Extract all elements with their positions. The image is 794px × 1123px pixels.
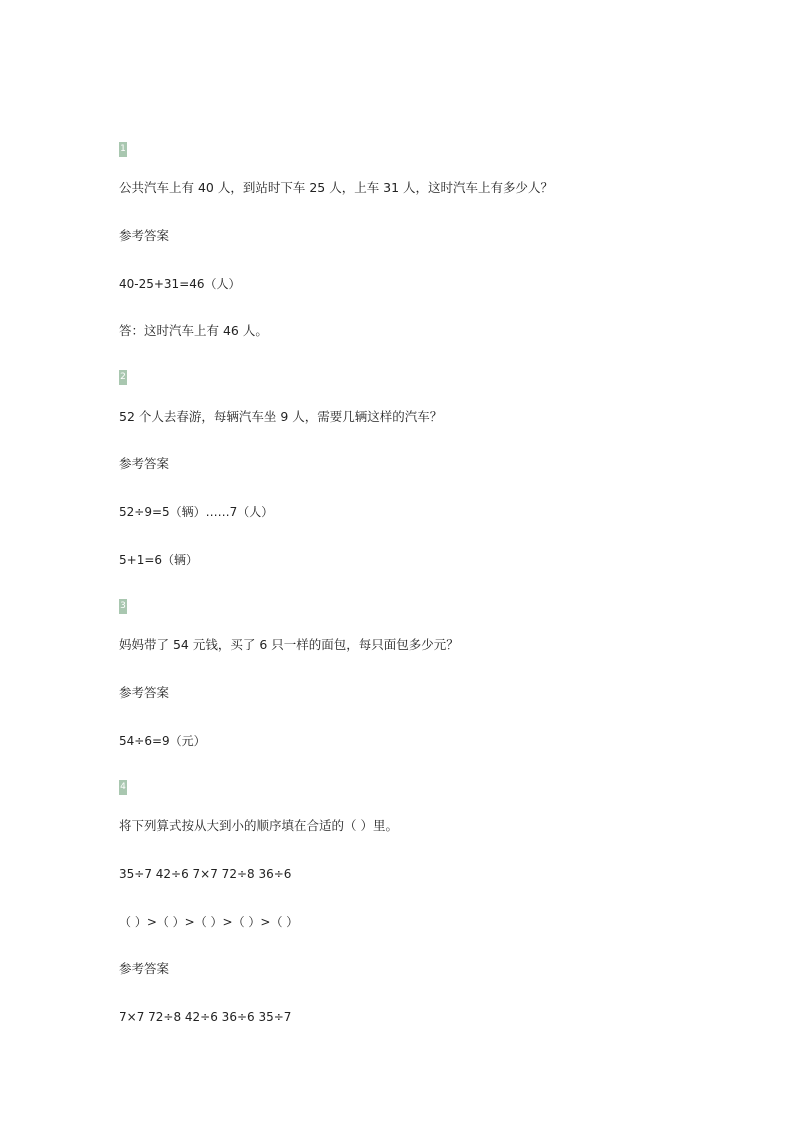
answer-line: 40-25+31=46（人） xyxy=(119,277,241,291)
question-text: 妈妈带了 54 元钱，买了 6 只一样的面包，每只面包多少元？ xyxy=(119,637,459,652)
question-text: 公共汽车上有 40 人，到站时下车 25 人，上车 31 人，这时汽车上有多少人？ xyxy=(119,180,554,195)
answer-label: 参考答案 xyxy=(119,685,170,700)
question-text: 52 个人去春游，每辆汽车坐 9 人，需要几辆这样的汽车？ xyxy=(119,409,443,424)
expression-list: 35÷7 42÷6 7×7 72÷8 36÷6 xyxy=(119,867,292,881)
question-number-badge: 4 xyxy=(119,780,127,795)
question-number-badge: 3 xyxy=(119,599,127,614)
answer-line: 答：这时汽车上有 46 人。 xyxy=(119,323,268,338)
answer-label: 参考答案 xyxy=(119,456,170,471)
blank-comparison-line: （ ）>（ ）>（ ）>（ ）>（ ） xyxy=(119,915,299,929)
answer-line: 52÷9=5（辆）……7（人） xyxy=(119,505,274,519)
answer-line: 5+1=6（辆） xyxy=(119,553,199,567)
answer-label: 参考答案 xyxy=(119,228,170,243)
answer-label: 参考答案 xyxy=(119,961,170,976)
question-number-badge: 1 xyxy=(119,142,127,157)
answer-line: 54÷6=9（元） xyxy=(119,734,206,748)
question-number-badge: 2 xyxy=(119,370,127,385)
answer-line: 7×7 72÷8 42÷6 36÷6 35÷7 xyxy=(119,1010,292,1024)
question-text: 将下列算式按从大到小的顺序填在合适的（ ）里。 xyxy=(119,818,398,833)
